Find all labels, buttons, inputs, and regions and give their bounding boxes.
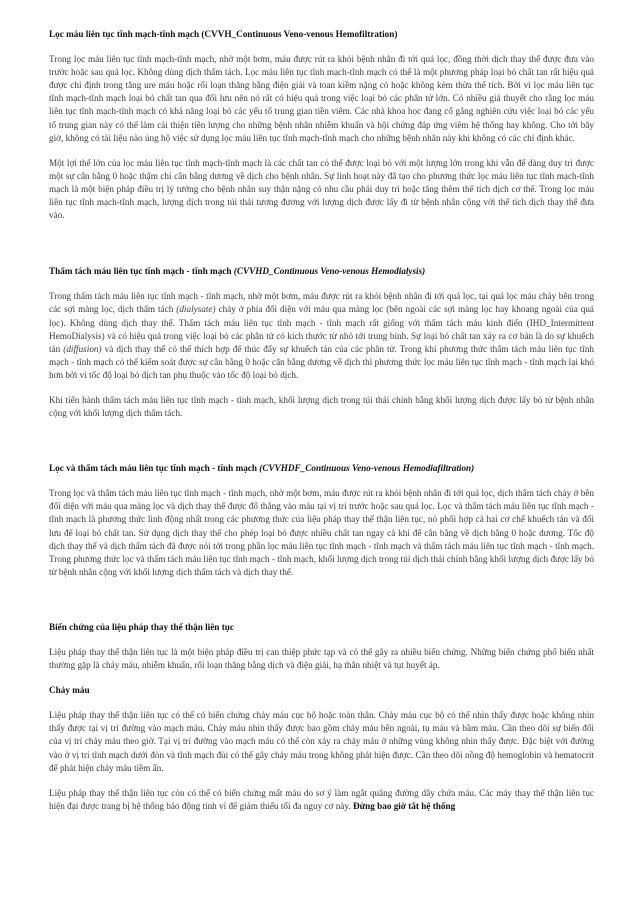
section-heading-complications: Biến chứng của liệu pháp thay thế thận liên tục [49, 621, 234, 632]
paragraph-bleeding-2-text: Liệu pháp thay thế thận liên tục còn có thể có biến chứng mất máu do sơ ý làm ngắt quãng đường dây chứa máu. Các máy thay thế thận liên tục hiện đại được trang bị hệ thống báo động tinh vi để giảm thiểu tối đa nguy cơ này. [49, 787, 594, 811]
term-diffusion: (diffusion) [63, 343, 102, 354]
heading-cvvhd-plain: Thẩm tách máu liên tục tĩnh mạch - tĩnh mạch [49, 266, 232, 277]
paragraph-cvvhd-1-part-a: Trong thẩm tách máu liên tục tĩnh mạch - tĩnh mạch, nhờ một bơm, máu được rút ra khỏi bệnh nhân đi tới quả lọc, tại quả lọc máu chảy bên trong các sợi màng lọc, dịch thẩm tách [49, 291, 594, 315]
paragraph-cvvhd-2: Khi tiến hành thẩm tách máu liên tục tĩnh mạch - tĩnh mạch, khối lượng dịch trong túi thải chính bằng khối lượng dịch được lấy bỏ từ bệnh nhân cộng với khối lượng dịch thẩm tách. [49, 394, 594, 419]
subheading-bleeding: Chảy máu [49, 685, 90, 696]
document-body [49, 28, 594, 813]
paragraph-cvvhdf-1: Trong lọc và thẩm tách máu liên tục tĩnh mạch - tĩnh mạch, nhờ một bơm, máu được rút ra khỏi bệnh nhân đi tới quả lọc, dịch thẩm tách chảy ở bên đối diện với máu qua màng lọc và dịch thay thế được đổ thẳng vào máu tại vị trí trước hoặc sau quả lọc. Lọc và thẩm tách máu liên tục tĩnh mạch - tĩnh mạch là phương thức linh động nhất trong các phương thức của liệu pháp thay thế thận liên tục, nó phối hợp cả hai cơ chế khuếch tán và đối lưu để loại bỏ chất tan. Sử dụng dịch thay thế cho phép loại bỏ được nhiều chất tan ngay cả khi để cân bằng về dịch bằng 0 hoặc dương. Tốc độ dịch thay thế và dịch thẩm tách đã được nói tới trong phần lọc máu liên tục tĩnh mạch - tĩnh mạch và thẩm tách máu liên tục tĩnh mạch - tĩnh mạch. Trong phương thức lọc và thẩm tách máu liên tục tĩnh mạch - tĩnh mạch, khối lượng dịch trong túi dịch thải chính bằng khối lượng dịch được lấy bỏ từ bệnh nhân cộng với khối lượng dịch thẩm tách và dịch thay thế. [49, 488, 594, 577]
paragraph-cvvh-2: Một lợi thế lớn của lọc máu liên tục tĩnh mạch-tĩnh mạch là các chất tan có thể được loại bỏ với một lượng lớn trong khi vẫn để dàng duy trì được một sự cân bằng 0 hoặc thậm chí cân bằng dương về dịch cho bệnh nhân. Sự linh hoạt này đã tạo cho phương thức lọc máu liên tục tĩnh mạch-tĩnh mạch là một biện pháp điều trị lý tưởng cho bệnh nhân suy thận nặng có nhu cầu phải duy trì hoặc tăng thêm thể tích dịch cơ thể. Trong lọc máu liên tục tĩnh mạch-tĩnh mạch, lượng dịch trong túi thải tương đương với lượng dịch được lấy đi từ bệnh nhân cộng với thể tích dịch thay thế đưa vào. [49, 157, 594, 221]
heading-cvvhdf-italic: (CVVHDF_Continuous Veno-venous Hemodiafiltration) [259, 463, 475, 474]
paragraph-bleeding-1: Liệu pháp thay thế thận liên tục có thể có biến chứng chảy máu cục bộ hoặc toàn thân. Chảy máu cục bộ có thể nhìn thấy được hoặc không nhìn thấy được tại vị trí đường vào mạch máu. Chảy máu nhìn thấy được bao gồm chảy máu bên ngoài, tụ máu và bầm máu. Cần theo dõi sự biến đổi của vị trí chảy máu theo giờ. Tại vị trí đường vào mạch máu có thể còn xảy ra chảy máu ở những vùng không nhìn thấy được. Đặc biệt với đường vào ở vị trí tĩnh mạch dưới đòn và tĩnh mạch đùi có thể gây chảy máu trong không phát hiện được. Cần theo dõi nồng độ hemoglobin và hematocrit để phát hiện chảy máu tiềm ẩn. [49, 710, 594, 773]
section-heading-cvvhd [49, 265, 594, 278]
paragraph-complications-1: Liệu pháp thay thế thận liên tục là một biện pháp điều trị can thiệp phức tạp và có thể gây ra nhiều biến chứng. Những biến chứng phổ biến nhất thường gặp là chảy máu, nhiễm khuẩn, rối loạn thăng bằng dịch và điện giải, hạ thân nhiệt và tụt huyết áp. [49, 647, 594, 671]
heading-cvvhdf-plain: Lọc và thẩm tách máu liên tục tĩnh mạch - tĩnh mạch [49, 463, 257, 474]
paragraph-cvvhd-1 [49, 290, 594, 382]
section-heading-cvvh: Lọc máu liên tục tĩnh mạch-tĩnh mạch (CVVH_Continuous Veno-venous Hemofiltration) [49, 29, 398, 39]
paragraph-cvvhd-1-part-c: và dịch thay thế có thể thích hợp để thúc đẩy sự khuếch tán của các phân tử. Trong khi phương thức thẩm tách máu liên tục tĩnh mạch - tĩnh mạch có thể kiểm soát được sự cân bằng 0 hoặc cân bằng dương về dịch thì phương thức lọc máu liên tục tĩnh mạch - tĩnh mạch lại khó hơn bởi vì tốc độ loại bỏ dịch tan phụ thuộc vào tốc độ loại bỏ dịch. [49, 343, 595, 380]
heading-cvvhd-italic: (CVVHD_Continuous Veno-venous Hemodialysis) [233, 266, 426, 277]
section-heading-cvvhdf [49, 462, 594, 475]
paragraph-cvvhd-1-part-b: chảy ở phía đối diện với máu qua màng lọc (bên ngoài các sợi màng lọc hay khoang ngoài của quả lọc). Không dùng dịch thay thế. Thẩm tách máu liên tục tĩnh mạch - tĩnh mạch rất giống với thẩm tách máu kinh điển (IHD_Intermittent HemoDialysis) và có hiệu quả trong việc loại bỏ các phân tử có kích thước từ nhỏ tới trung bình. Sự loại bỏ chất tan xảy ra cơ bản là do sự khuếch tán [49, 304, 595, 354]
term-dialysate: (dialysate) [176, 304, 216, 315]
paragraph-cvvh-1: Trong lọc máu liên tục tĩnh mạch-tĩnh mạch, nhờ một bơm, máu được rút ra khỏi bệnh nhân đi tới quả lọc, đồng thời dịch thay thế được đưa vào trước hoặc sau quả lọc. Không dùng dịch thẩm tách. Lọc máu liên tục tĩnh mạch-tĩnh mạch có thể là một phương pháp loại bỏ chất tan rất hiệu quả được chỉ định trong tăng ure máu hoặc rối loạn thăng bằng điện giải và toan kiềm nặng có hoặc không kèm thừa thể tích. Bởi vì lọc máu liên tục tĩnh mạch-tĩnh mạch loại bỏ chất tan qua đối lưu nên nó rất có hiệu quả trong việc loại bỏ các phân tử lớn. Có nhiều giả thuyết cho rằng lọc máu liên tục tĩnh mạch-tĩnh mạch có khả năng loại bỏ các yếu tố trung gian tiền viêm. Các nhà khoa học đang cố gắng nghiên cứu việc loại bỏ các yếu tố trung gian này có thể làm cải thiện tiên lượng cho những bệnh nhân nhiễm khuẩn và hội chứng đáp ứng viêm hệ thống hay không. Cho tới bây giờ, không có tài liệu nào ủng hộ việc sử dụng lọc máu liên tục tĩnh mạch-tĩnh mạch cho những bệnh nhân này khi không có các chỉ định khác. [49, 54, 594, 143]
paragraph-bleeding-2-bold: Đừng bao giờ tắt hệ thống [352, 800, 456, 811]
paragraph-bleeding-2 [49, 787, 594, 813]
